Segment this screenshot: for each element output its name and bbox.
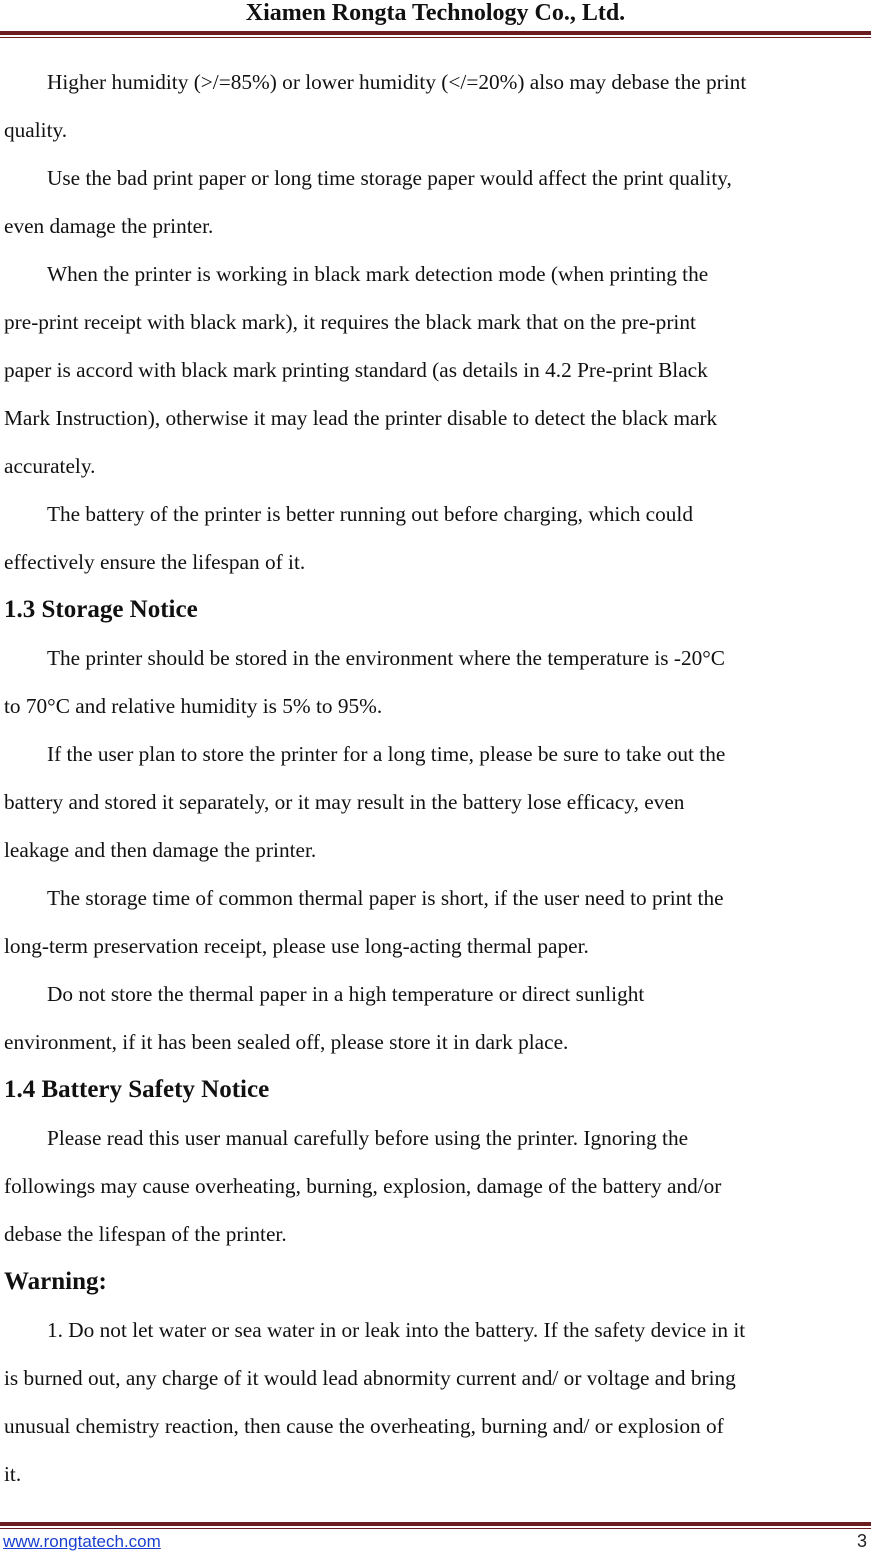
paragraph-line: long-term preservation receipt, please use long-acting thermal paper. (4, 934, 589, 958)
paragraph-line: battery and stored it separately, or it may result in the battery lose efficacy, even (4, 790, 685, 814)
footer-rule-thin (0, 1528, 871, 1529)
paragraph-line: paper is accord with black mark printing standard (as details in 4.2 Pre-print Black (4, 358, 708, 382)
header-rule-thin (0, 37, 871, 38)
paragraph-line: it. (4, 1462, 22, 1486)
paragraph-line: The battery of the printer is better running out before charging, which could (47, 502, 693, 526)
section-heading-battery-safety: 1.4 Battery Safety Notice (4, 1076, 270, 1103)
paragraph-line: pre-print receipt with black mark), it requires the black mark that on the pre-print (4, 310, 696, 334)
paragraph-line: unusual chemistry reaction, then cause the overheating, burning and/ or explosion of (4, 1414, 724, 1438)
header-title: Xiamen Rongta Technology Co., Ltd. (245, 0, 626, 26)
paragraph-line: Do not store the thermal paper in a high temperature or direct sunlight (47, 982, 645, 1006)
section-heading-storage-notice: 1.3 Storage Notice (4, 596, 198, 623)
paragraph-line: 1. Do not let water or sea water in or leak into the battery. If the safety device in it (47, 1318, 746, 1342)
paragraph-line: When the printer is working in black mark detection mode (when printing the (47, 262, 709, 286)
paragraph-line: environment, if it has been sealed off, please store it in dark place. (4, 1030, 569, 1054)
footer-rule-thick (0, 1522, 871, 1526)
paragraph-line: Higher humidity (>/=85%) or lower humidity (</=20%) also may debase the print (47, 70, 747, 94)
paragraph-line: Please read this user manual carefully before using the printer. Ignoring the (47, 1126, 689, 1150)
paragraph-line: is burned out, any charge of it would lead abnormity current and/ or voltage and bring (4, 1366, 736, 1390)
document-body (4, 58, 870, 1498)
paragraph-line: The storage time of common thermal paper is short, if the user need to print the (47, 886, 724, 910)
paragraph-line: quality. (4, 118, 68, 142)
paragraph-line: accurately. (4, 454, 96, 478)
paragraph-line: debase the lifespan of the printer. (4, 1222, 287, 1246)
website-link[interactable]: www.rongtatech.com (3, 1532, 161, 1551)
paragraph-line: If the user plan to store the printer for a long time, please be sure to take out the (47, 742, 726, 766)
warning-heading: Warning: (4, 1268, 107, 1295)
paragraph-line: Mark Instruction), otherwise it may lead the printer disable to detect the black mark (4, 406, 718, 430)
paragraph-line: leakage and then damage the printer. (4, 838, 317, 862)
paragraph-line: to 70°C and relative humidity is 5% to 95%. (4, 694, 383, 718)
paragraph-line: effectively ensure the lifespan of it. (4, 550, 306, 574)
paragraph-line: even damage the printer. (4, 214, 214, 238)
header-rule-thick (0, 31, 871, 35)
page-number: 3 (856, 1531, 867, 1551)
paragraph-line: Use the bad print paper or long time storage paper would affect the print quality, (47, 166, 732, 190)
paragraph-line: The printer should be stored in the environment where the temperature is -20°C (47, 646, 725, 670)
paragraph-line: followings may cause overheating, burning, explosion, damage of the battery and/or (4, 1174, 722, 1198)
